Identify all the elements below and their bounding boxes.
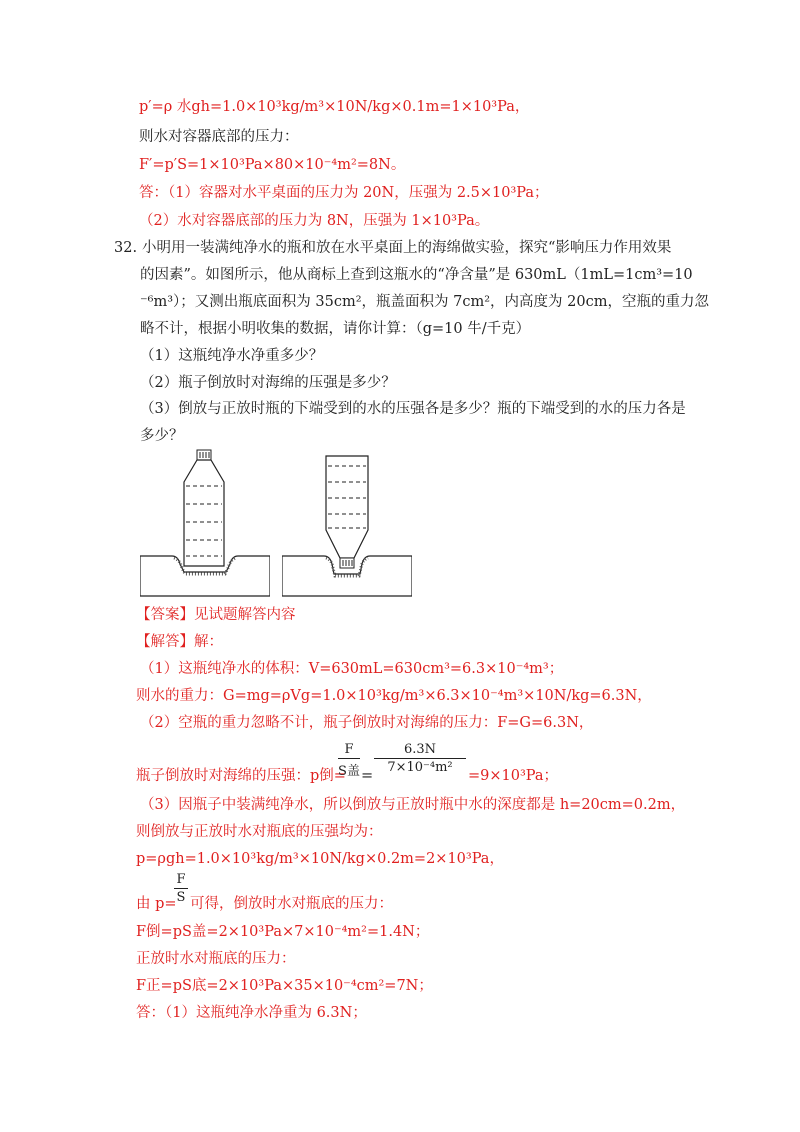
sub-question: （3）倒放与正放时瓶的下端受到的水的压强各是多少？瓶的下端受到的水的压力各是 xyxy=(140,401,686,417)
fraction-bar xyxy=(374,758,466,759)
sub-question: 多少？ xyxy=(140,428,184,444)
upright-bottle-figure xyxy=(140,448,270,598)
fraction-bar xyxy=(174,888,188,889)
solution-step: p=ρgh=1.0×10³kg/m³×10N/kg×0.2m=2×10³Pa， xyxy=(136,851,504,867)
fraction-denominator: S xyxy=(176,890,186,905)
fraction-numerator: 6.3N xyxy=(403,742,437,757)
fraction-denominator: S盖 xyxy=(338,764,360,779)
solution-step: 正放时水对瓶底的压力： xyxy=(136,951,296,967)
solution-line: F′=p′S=1×10³Pa×80×10⁻⁴m²=8N。 xyxy=(139,157,406,173)
fraction-values xyxy=(374,742,466,775)
solution-step: 可得，倒放时水对瓶底的压力： xyxy=(190,896,393,912)
sub-question: （2）瓶子倒放时对海绵的压强是多少？ xyxy=(140,375,396,391)
fraction-f-over-s xyxy=(174,872,188,905)
inverted-bottle-figure xyxy=(282,448,412,598)
solution-step: =9×10³Pa； xyxy=(468,768,559,784)
fraction-f-over-s-cap xyxy=(338,742,360,779)
solution-line: 则水对容器底部的压力： xyxy=(139,129,299,145)
solution-step: 则倒放与正放时水对瓶底的压强均为： xyxy=(136,824,383,840)
answer-line: 答：（1）容器对水平桌面的压力为 20N，压强为 2.5×10³Pa； xyxy=(139,185,549,201)
solution-step: F正=pS底=2×10³Pa×35×10⁻⁴cm²=7N； xyxy=(136,978,433,994)
sub-question: （1）这瓶纯净水净重多少？ xyxy=(140,348,324,364)
solution-label: 【解答】解： xyxy=(136,634,223,650)
solution-step: 则水的重力：G=mg=ρVg=1.0×10³kg/m³×6.3×10⁻⁴m³×10N/kg=6.3N， xyxy=(136,688,652,704)
equals-sign: = xyxy=(361,768,374,784)
question-number: 32. xyxy=(114,240,138,256)
solution-step: 由 p= xyxy=(136,896,177,912)
solution-step: 瓶子倒放时对海绵的压强：p倒= xyxy=(136,768,346,784)
final-answer: 答：（1）这瓶纯净水净重为 6.3N； xyxy=(136,1005,367,1021)
fraction-numerator: F xyxy=(344,742,354,757)
solution-step: F倒=pS盖=2×10³Pa×7×10⁻⁴m²=1.4N； xyxy=(136,924,430,940)
question-stem-line: 的因素”。如图所示，他从商标上查到这瓶水的“净含量”是 630mL（1mL=1cm³=10 xyxy=(140,267,693,283)
question-stem-line: 略不计，根据小明收集的数据，请你计算：（g=10 牛/千克） xyxy=(140,321,531,337)
solution-step: （2）空瓶的重力忽略不计，瓶子倒放时对海绵的压力：F=G=6.3N， xyxy=(140,715,594,731)
answer-line: （2）水对容器底部的压力为 8N，压强为 1×10³Pa。 xyxy=(139,213,490,229)
answer-label: 【答案】见试题解答内容 xyxy=(136,607,296,623)
fraction-bar xyxy=(338,758,360,759)
fraction-denominator: 7×10⁻⁴m² xyxy=(387,760,453,775)
solution-step: （3）因瓶子中装满纯净水，所以倒放与正放时瓶中水的深度都是 h=20cm=0.2m， xyxy=(140,797,686,813)
question-stem-line: 小明用一装满纯净水的瓶和放在水平桌面上的海绵做实验，探究“影响压力作用效果 xyxy=(142,240,672,256)
fraction-numerator: F xyxy=(176,872,186,887)
question-stem-line: ⁻⁶m³）；又测出瓶底面积为 35cm²，瓶盖面积为 7cm²，内高度为 20cm，空瓶的重力忽 xyxy=(140,294,709,310)
solution-line: p′=ρ 水gh=1.0×10³kg/m³×10N/kg×0.1m=1×10³Pa， xyxy=(139,99,530,115)
solution-step: （1）这瓶纯净水的体积：V=630mL=630cm³=6.3×10⁻⁴m³； xyxy=(140,661,564,677)
